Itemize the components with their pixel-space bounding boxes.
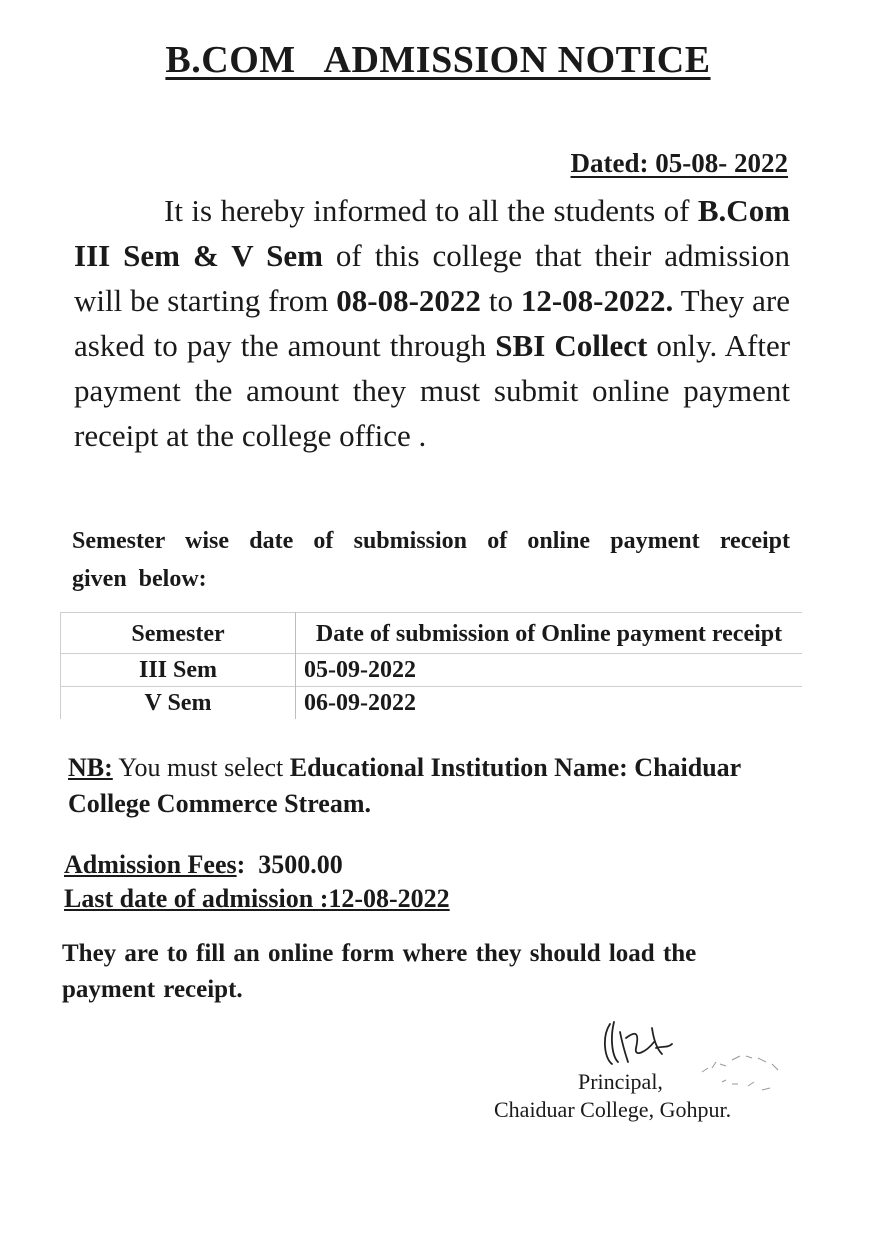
admission-fees-label: Admission Fees (64, 850, 237, 879)
nb-institution: Educational Institution Name: Chaiduar College Commerce Stream. (68, 753, 741, 818)
start-date: 08-08-2022 (336, 283, 481, 318)
nb-note (68, 750, 788, 822)
notice-title: B.COM ADMISSION NOTICE (165, 39, 711, 81)
body-text-2: of this college that their admission will be starting from (74, 238, 791, 318)
body-text-5: only. After payment the amount they must submit online payment receipt at the college office . (74, 328, 791, 453)
signatory-institution: Chaiduar College, Gohpur. (494, 1097, 732, 1122)
table-cell-semester: III Sem (61, 654, 296, 687)
table-cell-date: 06-09-2022 (296, 687, 803, 720)
body-text-4: They are asked to pay the amount through (74, 283, 790, 363)
table-row (61, 687, 803, 720)
submission-intro: Semester wise date of submission of online payment receipt given below: (72, 528, 790, 592)
notice-body (74, 188, 790, 458)
closing-instruction: They are to fill an online form where they should load the payment receipt. (62, 940, 697, 1003)
notice-date: Dated: 05-08- 2022 (570, 148, 788, 178)
table-header-date: Date of submission of Online payment receipt (296, 613, 803, 654)
signatory-designation: Principal, (578, 1069, 663, 1094)
table-header-semester: Semester (61, 613, 296, 654)
submission-table (60, 612, 802, 719)
admission-fees-amount: 3500.00 (258, 850, 343, 879)
body-text-1: It is hereby informed to all the students of (164, 193, 690, 228)
payment-mode: SBI Collect (495, 328, 648, 363)
table-row (61, 654, 803, 687)
table-cell-date: 05-09-2022 (296, 654, 803, 687)
end-date: 12-08-2022. (520, 283, 674, 318)
course-name: B.Com III Sem & V Sem (74, 193, 791, 273)
principal-signature (596, 1018, 686, 1070)
admission-fees-line: Admission Fees: 3500.00 (64, 850, 343, 879)
nb-label: NB: (68, 753, 113, 782)
body-text-3: to (488, 283, 513, 318)
last-date-line: Last date of admission :12-08-2022 (64, 884, 450, 913)
table-header-row (61, 613, 803, 654)
table-cell-semester: V Sem (61, 687, 296, 720)
fees-block (64, 848, 450, 916)
nb-text: You must select (118, 753, 284, 782)
